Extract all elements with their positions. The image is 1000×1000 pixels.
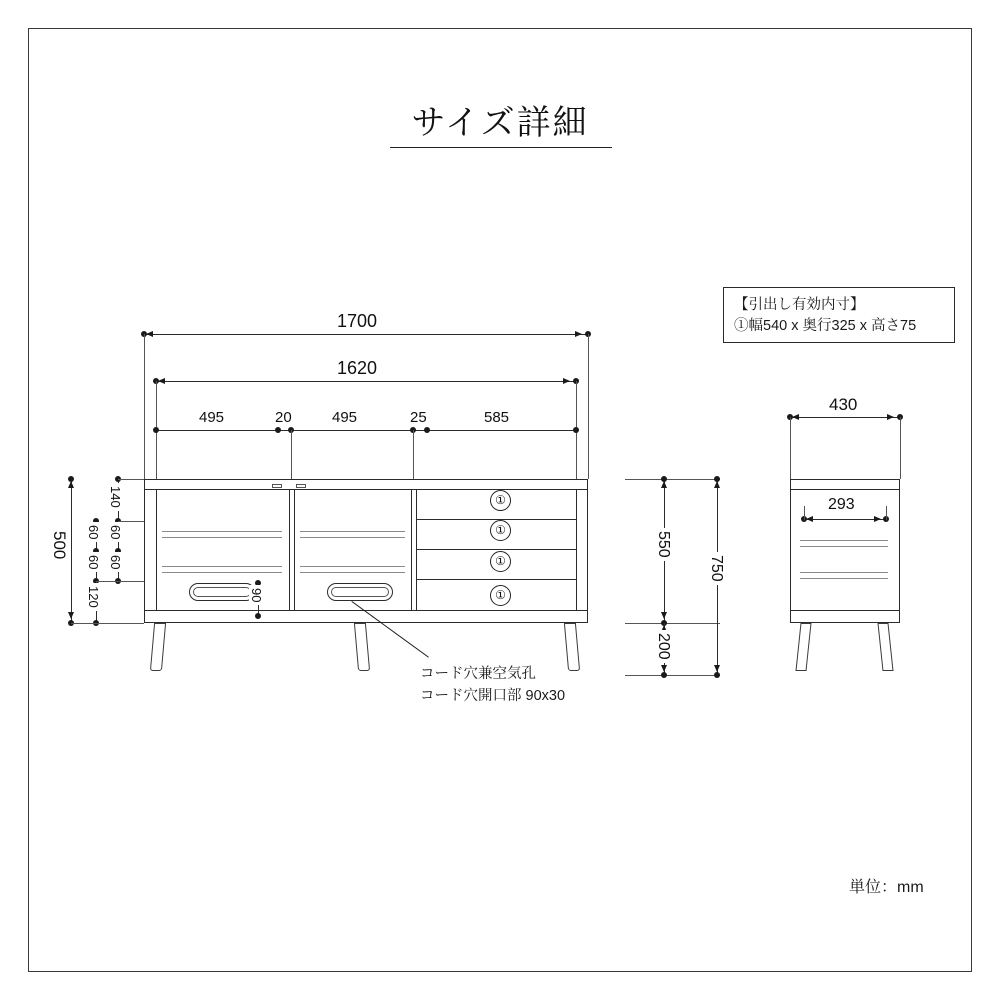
dim-line-segments: [156, 430, 576, 431]
shelf-left-lower: [162, 566, 282, 567]
dim-label-60-a: 60: [108, 522, 123, 542]
seg-dot-1: [275, 427, 281, 433]
dim-arrow-750-top: [714, 481, 720, 488]
cord-hole-left: [272, 484, 282, 488]
dim-line-500: [71, 479, 72, 623]
dim-line-1700: [144, 334, 588, 335]
dim-arrow-1700-right: [575, 331, 582, 337]
dim-arrow-1700-left: [146, 331, 153, 337]
drawer-inner-dimension-note: [723, 287, 955, 343]
cabinet-right-inner-wall: [576, 489, 577, 610]
title-underline: [390, 147, 612, 148]
dim-line-430: [790, 417, 900, 418]
dim-arrow-200-bottom: [661, 665, 667, 672]
shelf-mid-upper-edge: [300, 537, 405, 538]
seg-dot-0: [153, 427, 159, 433]
tick-line-top: [118, 479, 144, 480]
dim-label-1620: 1620: [334, 358, 380, 379]
cabinet-left-inner-wall: [156, 489, 157, 610]
dim-label-seg-3: 495: [329, 409, 360, 426]
ext-line-430-left: [790, 417, 791, 479]
profile-ref-bottom: [625, 675, 720, 676]
dim-label-seg-4: 25: [407, 409, 430, 426]
handle-middle-door[interactable]: [327, 583, 393, 601]
cabinet-outer-body: [144, 479, 588, 623]
dim-arrow-430-right: [887, 414, 894, 420]
shelf-mid-lower-edge: [300, 572, 405, 573]
cabinet-divider-1b: [294, 489, 295, 610]
dim-dot-90-bottom: [255, 613, 261, 619]
tick-line-bottom: [71, 623, 144, 624]
dim-label-293: 293: [825, 496, 858, 514]
ext-line-seg-20: [291, 430, 292, 480]
dim-line-1620: [156, 381, 576, 382]
dim-arrow-550-top: [661, 481, 667, 488]
profile-ref-top: [625, 479, 720, 480]
dim-label-140: 140: [108, 483, 123, 511]
dim-label-60-d: 60: [86, 552, 101, 572]
drawer-divider-3: [416, 579, 576, 580]
dim-arrow-550-bottom: [661, 612, 667, 619]
dim-arrow-430-left: [792, 414, 799, 420]
page-title: サイズ詳細: [411, 104, 589, 142]
side-shelf-lower: [800, 572, 888, 573]
shelf-left-upper: [162, 531, 282, 532]
dim-label-90: 90: [249, 585, 264, 605]
shelf-mid-upper: [300, 531, 405, 532]
drawer-mark-2: ①: [490, 520, 511, 541]
ext-line-1700-right: [588, 334, 589, 479]
dim-label-1700: 1700: [334, 311, 380, 332]
handle-left-inner: [193, 587, 251, 597]
profile-ref-mid: [625, 623, 720, 624]
unit-note: 単位：mm: [849, 879, 924, 896]
handle-middle-inner: [331, 587, 389, 597]
dim-arrow-500-top: [68, 481, 74, 488]
dim-arrow-1620-left: [158, 378, 165, 384]
dim-label-seg-5: 585: [481, 409, 512, 426]
drawer-mark-3: ①: [490, 551, 511, 572]
drawer-note-line-1: 【引出し有効内寸】: [734, 297, 865, 313]
drawer-mark-4: ①: [490, 585, 511, 606]
dim-label-seg-1: 495: [196, 409, 227, 426]
cord-hole-callout-line-1: コード穴兼空気孔: [420, 666, 536, 682]
tick-line-140: [118, 521, 144, 522]
tick-line-60: [96, 581, 144, 582]
side-shelf-upper: [800, 540, 888, 541]
shelf-left-lower-edge: [162, 572, 282, 573]
cabinet-divider-1: [289, 489, 290, 610]
side-body-outline: [790, 479, 900, 623]
dim-label-60-c: 60: [86, 522, 101, 542]
dim-arrow-750-bottom: [714, 665, 720, 672]
ext-line-1700-left: [144, 334, 145, 479]
cabinet-top-panel-line: [144, 489, 588, 490]
shelf-mid-lower: [300, 566, 405, 567]
seg-dot-4: [424, 427, 430, 433]
cabinet-divider-2: [411, 489, 412, 610]
seg-dot-5: [573, 427, 579, 433]
dim-label-120: 120: [86, 583, 101, 611]
dim-dot-750-bottom: [714, 672, 720, 678]
cord-hole-right: [296, 484, 306, 488]
shelf-left-upper-edge: [162, 537, 282, 538]
dim-label-200: 200: [654, 630, 672, 663]
dim-label-60-b: 60: [108, 552, 123, 572]
side-shelf-lower-edge: [800, 578, 888, 579]
dim-arrow-500-bottom: [68, 612, 74, 619]
handle-left-door[interactable]: [189, 583, 255, 601]
dim-arrow-1620-right: [563, 378, 570, 384]
side-shelf-upper-edge: [800, 546, 888, 547]
dim-dot-200-bottom: [661, 672, 667, 678]
side-top-panel-line: [790, 489, 900, 490]
side-bottom-rail-line: [790, 610, 900, 611]
ext-line-seg-25: [413, 430, 414, 480]
drawer-divider-2: [416, 549, 576, 550]
cord-hole-callout-line-2: コード穴開口部 90x30: [420, 688, 566, 704]
dim-label-500: 500: [49, 528, 69, 562]
dim-label-seg-2: 20: [272, 409, 295, 426]
ext-line-430-right: [900, 417, 901, 479]
drawer-mark-1: ①: [490, 490, 511, 511]
dim-label-750: 750: [707, 552, 725, 585]
drawer-note-line-2: ①幅540 x 奥行325 x 高さ75: [734, 318, 917, 335]
dim-label-550: 550: [654, 528, 672, 561]
dim-label-430: 430: [826, 395, 860, 415]
